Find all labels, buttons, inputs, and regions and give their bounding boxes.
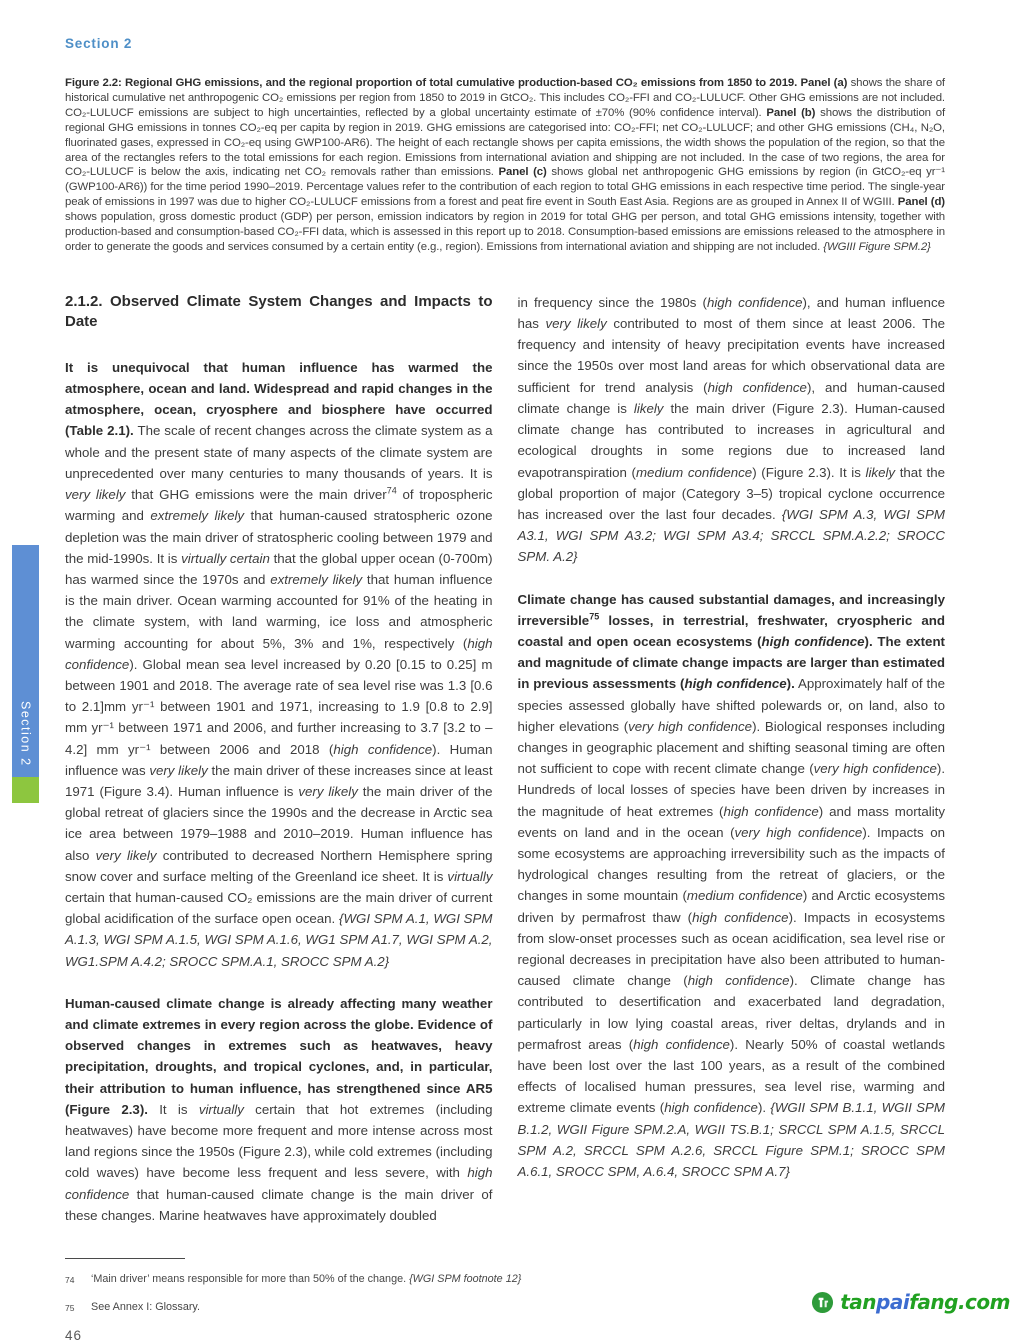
paragraph: Human-caused climate change is already affecting many weather and climate extremes in every region across the globe. Evidence of observed changes in extremes such as heatwaves, heavy precipitation, droughts, and tropical cyclones, and, in particular, their attribution to human influence, has strengthened since AR5 (Figure 2.3). It is virtually certain that hot extremes (including heatwaves) have become more frequent and more intense across most land regions since the 1950s (Figure 2.3), while cold extremes (including cold waves) have become less frequent and less severe, with high confidence that human-caused climate change is the main driver of these changes. Marine heatwaves have approximately doubled <box>65 995 493 1223</box>
site-logo[interactable] <box>811 1290 1010 1314</box>
logo-part: tan <box>840 1290 877 1314</box>
section-side-tab <box>12 545 39 803</box>
paragraph: It is unequivocal that human influence has warmed the atmosphere, ocean and land. Widespread and rapid changes in the atmosphere, ocean, cryosphere and biosphere have occurred (Table 2.1). The scale of recent changes across the climate system as a whole and the present state of many aspects of the climate system are unprecedented over many centuries to many thousands of years. It is very likely that GHG emissions were the main driver$^{74}$ of tropospheric warming and extremely likely that human-caused stratospheric ozone depletion was the main driver of stratospheric cooling between 1979 and the mid-1990s. It is virtually certain that the global upper ocean (0-700m) has warmed since the 1970s and extremely likely that human influence is the main driver. Ocean warming accounted for 91% of the heating in the climate system, with land warming, ice loss and atmospheric warming accounting for about 5%, 3% and 1%, respectively (high confidence). Global mean sea level increased by 0.20 [0.15 to 0.25] m between 1901 and 2018. The average rate of sea level rise was 1.3 [0.6 to 2.1]mm yr⁻¹ between 1901 and 1971, increasing to 1.9 [0.8 to 2.9] mm yr⁻¹ between 1971 and 2006, and further increasing to 3.7 [3.2 to –4.2] mm yr⁻¹ between 2006 and 2018 (high confidence). Human influence was very likely the main driver of these increases since at least 1971 (Figure 3.4). Human influence is very likely the main driver of the global retreat of glaciers since the 1990s and the decrease in Arctic sea ice area between 1979–1988 and 2010–2019. Human influence has also very likely contributed to decreased Northern Hemisphere spring snow cover and surface melting of the Greenland ice sheet. It is virtually certain that human-caused CO₂ emissions are the main driver of current global acidification of the surface open ocean. {WGI SPM A.1, WGI SPM A.1.3, WGI SPM A.1.5, WGI SPM A.1.6, WG1 SPM A1.7, WGI SPM A.2, WG1.SPM A.4.2; SROCC SPM.A.1, SROCC SPM A.2} <box>65 359 493 969</box>
right-column <box>518 292 946 1226</box>
logo-part: fang.com <box>909 1290 1010 1314</box>
page-content <box>65 0 945 1343</box>
left-column <box>65 292 493 1226</box>
logo-part: pai <box>876 1290 910 1314</box>
footnote-text: See Annex I: Glossary. <box>91 1301 201 1314</box>
footnote-marker: 75 <box>65 1303 75 1314</box>
tanpaifang-logo-icon <box>811 1291 834 1314</box>
site-logo-text <box>840 1290 1010 1314</box>
paragraph: Climate change has caused substantial damages, and increasingly irreversible$^{75}$ losses, in terrestrial, freshwater, cryospheric and coastal and open ocean ecosystems (high confidence). The extent and magnitude of climate change impacts are larger than estimated in previous assessments (high confidence). Approximately half of the species assessed globally have shifted polewards or, on land, also to higher elevations (very high confidence). Biological responses including changes in geographic placement and shifting seasonal timing are often not sufficient to cope with recent climate change (very high confidence). Hundreds of local losses of species have been driven by increases in the magnitude of heat extremes (high confidence) and mass mortality events on land and in the ocean (very high confidence). Impacts on some ecosystems are approaching irreversibility such as the impacts of hydrological changes resulting from the retreat of glaciers, or the changes in some mountain (medium confidence) and Arctic ecosystems driven by permafrost thaw (high confidence). Impacts in ecosystems from slow-onset processes such as ocean acidification, sea level rise or regional decreases in precipitation have also been attributed to human-caused climate change (high confidence). Climate change has contributed to desertification and exacerbated land degradation, particularly in low lying coastal areas, river deltas, drylands and in permafrost areas (high confidence). Nearly 50% of coastal wetlands have been lost over the last 100 years, as a result of the combined effects of localised human pressures, sea level rise, warming and extreme climate events (high confidence). {WGII SPM B.1.1, WGII SPM B.1.2, WGII Figure SPM.2.A, WGII TS.B.1; SRCCL SPM A.1.5, SRCCL SPM A.2, SRCCL SPM A.2.6, SRCCL Figure SPM.1; SROCC SPM A.6.1, SROCC SPM, A.6.4, SROCC SPM A.7} <box>517 591 946 1179</box>
subsection-heading: 2.1.2. Observed Climate System Changes and Impacts to Date <box>65 292 493 330</box>
footnote-text: ‘Main driver’ means responsible for more than 50% of the change. {WGI SPM footnote 12} <box>91 1273 522 1286</box>
section-accent-bar <box>12 777 39 803</box>
footnote <box>65 1272 945 1287</box>
section-label: Section 2 <box>65 36 133 51</box>
page-number: 46 <box>65 1328 83 1343</box>
section-tab-bar <box>12 545 39 777</box>
footnote-divider <box>65 1258 185 1259</box>
body-columns <box>65 292 945 1226</box>
paragraph: in frequency since the 1980s (high confidence), and human influence has very likely contributed to most of them since at least 2006. The frequency and intensity of heavy precipitation events have increased since the 1950s over most land areas for which observational data are sufficient for trend analysis (high confidence), and human-caused climate change is likely the main driver (Figure 2.3). Human-caused climate change has contributed to increases in agricultural and ecological droughts in some regions due to increased land evapotranspiration (medium confidence) (Figure 2.3). It is likely that the global proportion of major (Category 3–5) tropical cyclone occurrence has increased over the last four decades. {WGI SPM A.3, WGI SPM A3.1, WGI SPM A3.2; WGI SPM A3.4; SRCCL SPM.A.2.2; SROCC SPM. A.2} <box>517 294 945 565</box>
figure-caption: Figure 2.2: Regional GHG emissions, and the regional proportion of total cumulative production-based CO₂ emissions from 1850 to 2019. Panel (a) shows the share of historical cumulative net anthropogenic CO₂ emissions per region from 1850 to 2019 in GtCO₂. This includes CO₂-FFI and CO₂-LULUCF. Other GHG emissions are not included. CO₂-LULUCF emissions are subject to high uncertainties, reflected by a global uncertainty estimate of ±70% (90% confidence interval). Panel (b) shows the distribution of regional GHG emissions in tonnes CO₂-eq per capita by region in 2019. GHG emissions are categorised into: CO₂-FFI; net CO₂-LULUCF; and other GHG emissions (CH₄, N₂O, fluorinated gases, expressed in CO₂-eq using GWP100-AR6). The height of each rectangle shows per capita emissions, the width shows the population of the region, so that the area of the rectangles refers to the total emissions for each region. Emissions from international aviation and shipping are not included. In the case of two regions, the area for CO₂-LULUCF is below the axis, indicating net CO₂ removals rather than emissions. Panel (c) shows global net anthropogenic GHG emissions by region (in GtCO₂-eq yr⁻¹ (GWP100-AR6)) for the time period 1990–2019. Percentage values refer to the contribution of each region to total GHG emissions in each respective time period. The single-year peak of emissions in 1997 was due to higher CO₂-LULUCF emissions from a forest and peat fire event in South East Asia. Regions are as grouped in Annex II of WGIII. Panel (d) shows population, gross domestic product (GDP) per person, emission indicators by region in 2019 for total GHG per person, and total GHG emissions intensity, together with production-based and consumption-based CO₂-FFI data, which is assessed in this report up to 2018. Consumption-based emissions are emissions released to the atmosphere in order to generate the goods and services consumed by a certain entity (e.g., region). Emissions from international aviation and shipping are not included. {WGIII Figure SPM.2} <box>65 77 946 253</box>
footnote-marker: 74 <box>65 1275 75 1286</box>
section-tab-label: Section 2 <box>18 701 33 767</box>
